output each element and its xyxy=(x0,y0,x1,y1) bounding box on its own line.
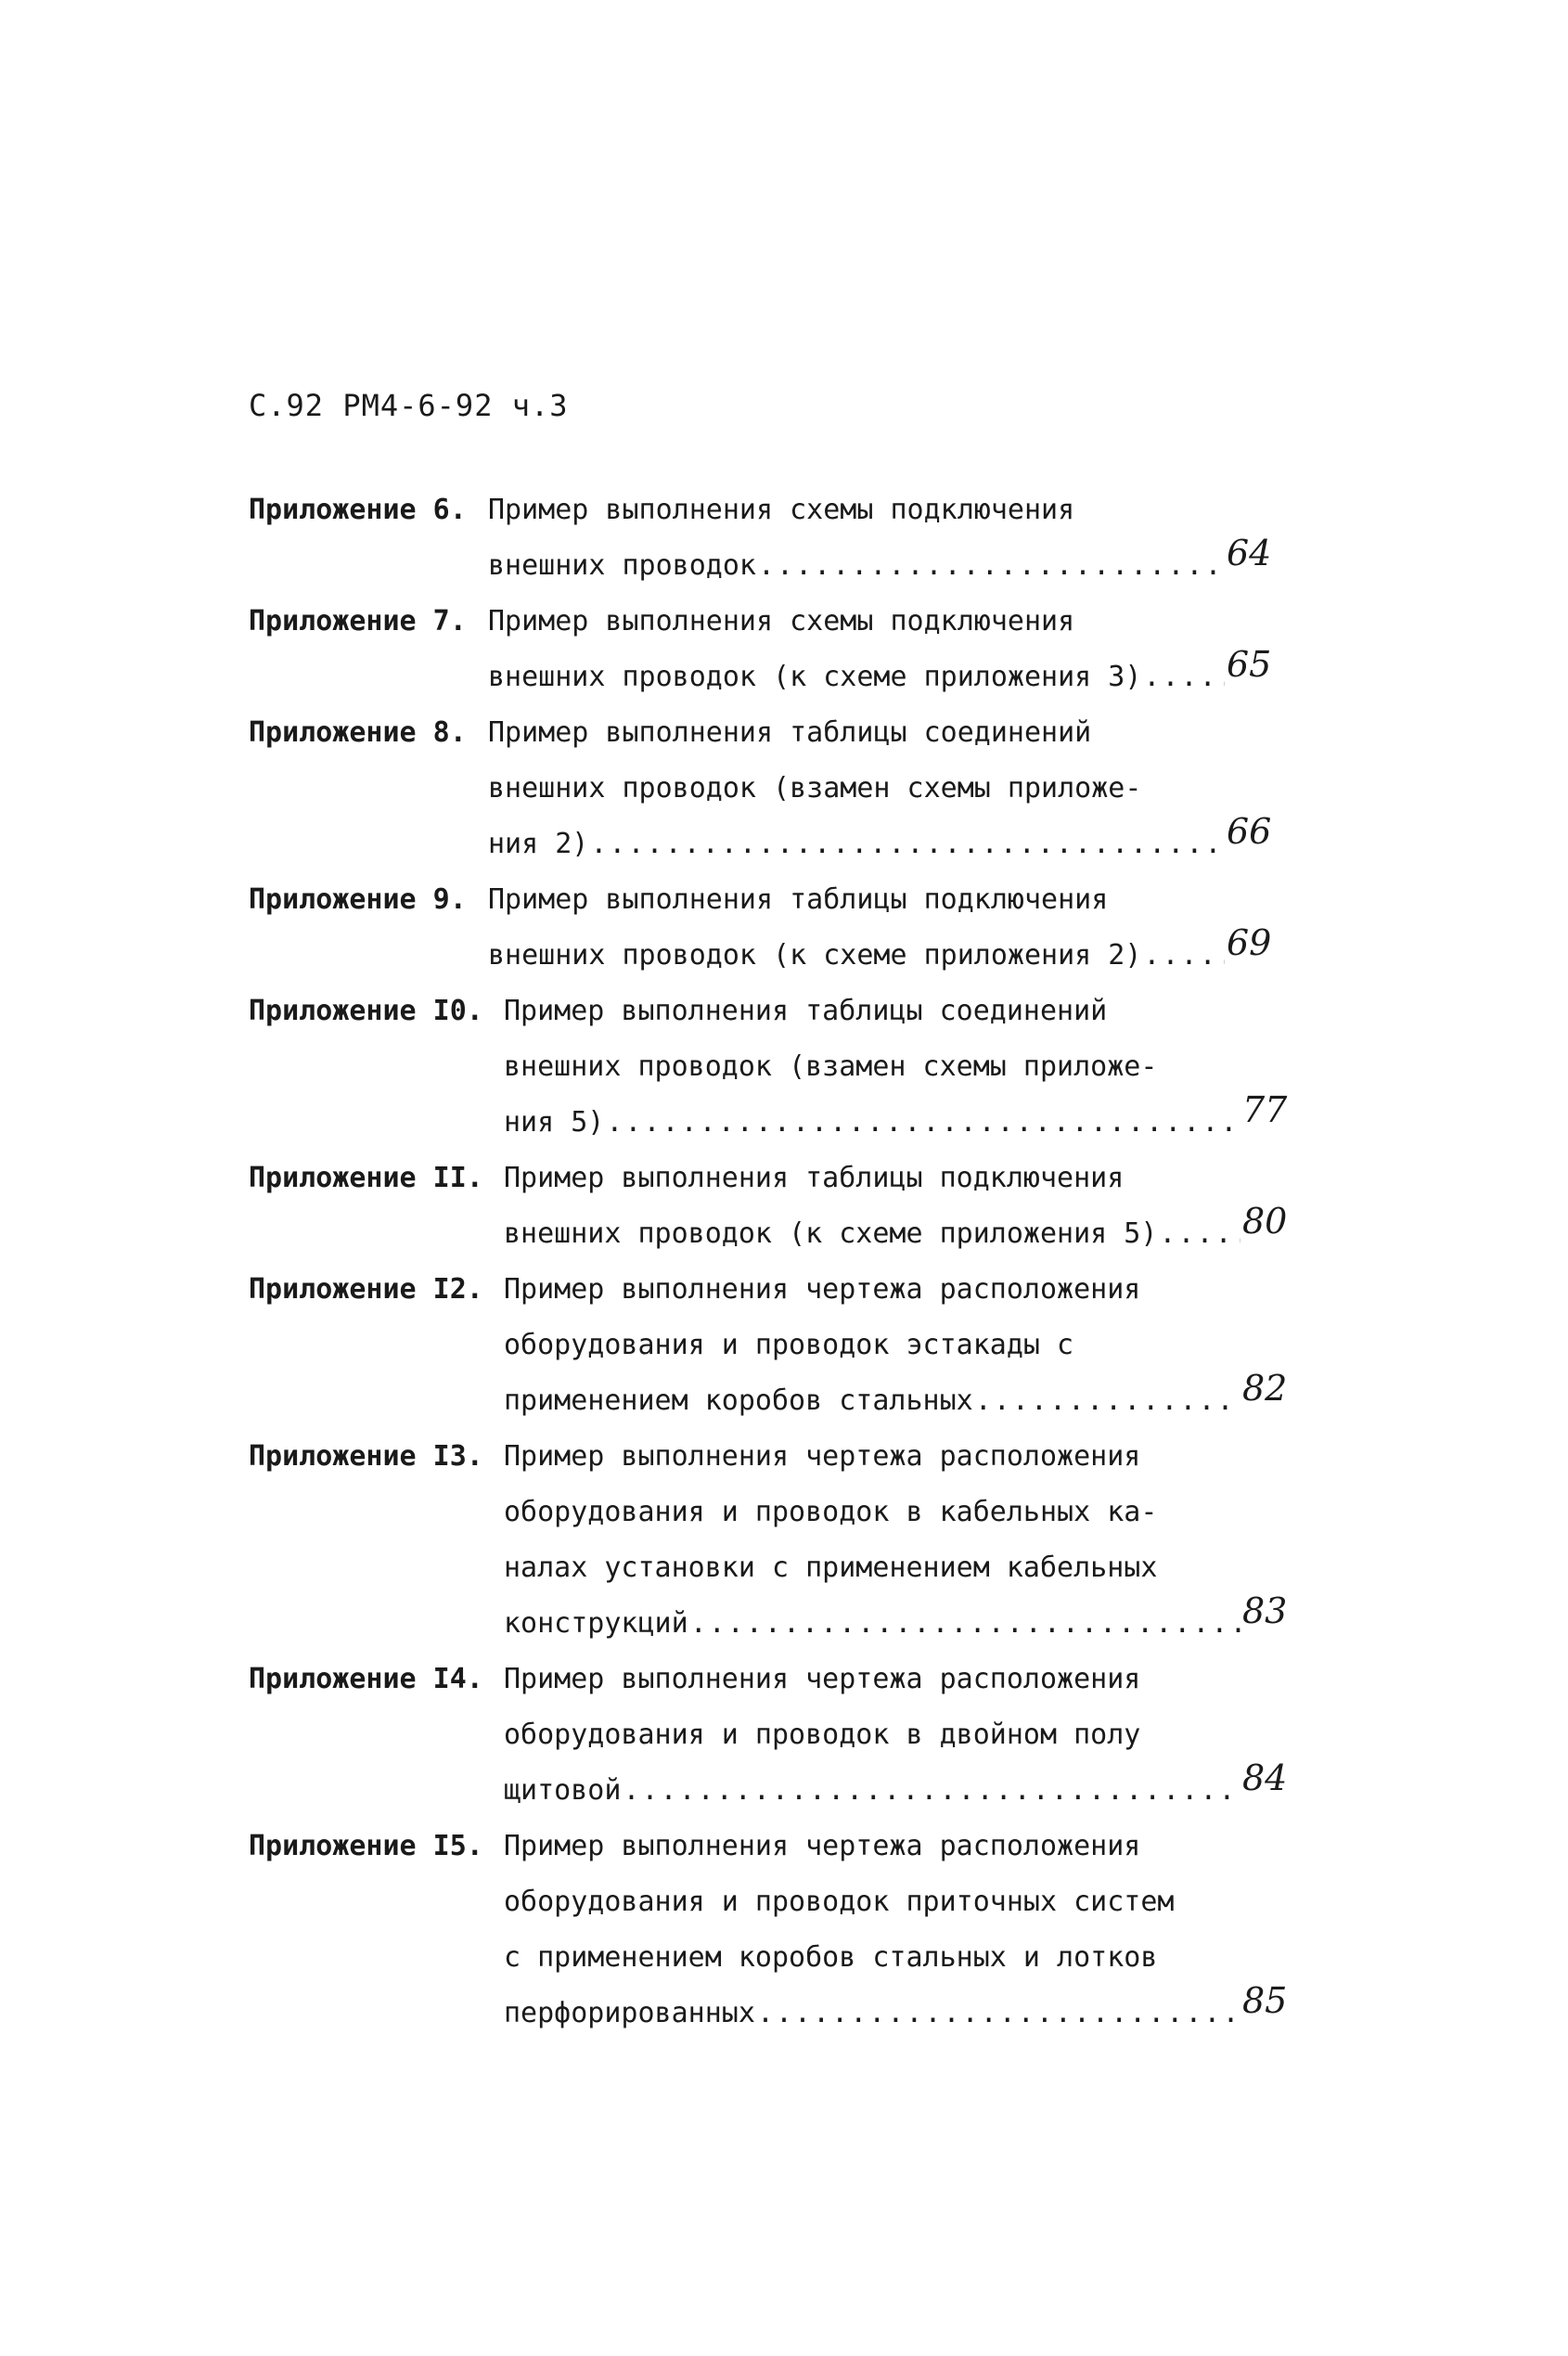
toc-entry-10 xyxy=(249,984,1316,1151)
entry-text-line: Пример выполнения таблицы подключения xyxy=(488,883,1109,916)
entry-text-line: Пример выполнения таблицы соединений xyxy=(504,995,1108,1027)
entry-text-line: Пример выполнения таблицы подключения xyxy=(504,1162,1125,1194)
leader-dots xyxy=(606,1095,1240,1151)
leader-dots xyxy=(758,538,1225,594)
entry-text-line: Пример выполнения чертежа расположения xyxy=(504,1273,1141,1306)
toc-entry-7 xyxy=(249,594,1316,705)
page-number: 66 xyxy=(1227,811,1272,852)
toc-entry-14 xyxy=(249,1652,1316,1819)
page-number: 85 xyxy=(1242,1980,1288,2021)
entry-text-last: внешних проводок (к схеме приложения 2) xyxy=(488,939,1142,972)
toc-entry-8 xyxy=(249,705,1316,872)
entry-text-last: внешних проводок (к схеме приложения 5) xyxy=(504,1217,1158,1250)
entry-text-line: Пример выполнения чертежа расположения xyxy=(504,1663,1141,1695)
entry-text-line: Пример выполнения чертежа расположения xyxy=(504,1830,1141,1862)
entry-text-line: налах установки с применением кабельных xyxy=(504,1551,1158,1584)
leader-dots xyxy=(1143,650,1225,705)
entry-text-last: ния 5) xyxy=(504,1106,605,1139)
entry-label: Приложение I3. xyxy=(249,1440,483,1473)
entry-text-line: оборудования и проводок эстакады с xyxy=(504,1329,1074,1361)
page-number: 82 xyxy=(1242,1368,1288,1409)
entry-text-last: щитовой xyxy=(504,1774,622,1807)
entry-label: Приложение 7. xyxy=(249,605,467,637)
page-number: 80 xyxy=(1242,1201,1288,1242)
entry-text-last: конструкций xyxy=(504,1607,688,1640)
toc-entry-9 xyxy=(249,872,1316,984)
entry-label: Приложение I4. xyxy=(249,1663,483,1695)
entry-label: Приложение I0. xyxy=(249,995,483,1027)
entry-text-line: оборудования и проводок в двойном полу xyxy=(504,1719,1141,1751)
page-number: 83 xyxy=(1242,1590,1288,1631)
page-number: 64 xyxy=(1227,533,1272,573)
toc-entry-13 xyxy=(249,1429,1316,1652)
entry-text-last: внешних проводок xyxy=(488,549,756,582)
page-header: С.92 РМ4-6-92 ч.3 xyxy=(249,388,569,423)
entry-label: Приложение I5. xyxy=(249,1830,483,1862)
page-number: 69 xyxy=(1227,922,1272,963)
table-of-contents xyxy=(249,483,1316,2041)
entry-text-line: Пример выполнения таблицы соединений xyxy=(488,716,1092,749)
entry-text-line: с применением коробов стальных и лотков xyxy=(504,1941,1158,1974)
leader-dots xyxy=(690,1596,1240,1652)
leader-dots xyxy=(623,1763,1240,1819)
entry-text-line: оборудования и проводок в кабельных ка- xyxy=(504,1496,1158,1528)
page-number: 65 xyxy=(1227,644,1272,685)
page-number: 77 xyxy=(1242,1089,1288,1130)
entry-text-line: внешних проводок (взамен схемы приложе- xyxy=(488,772,1142,805)
toc-entry-11 xyxy=(249,1151,1316,1262)
leader-dots xyxy=(1159,1206,1240,1262)
entry-text-last: ния 2) xyxy=(488,828,589,860)
entry-label: Приложение 6. xyxy=(249,494,467,526)
toc-entry-12 xyxy=(249,1262,1316,1429)
leader-dots xyxy=(975,1373,1240,1429)
entry-text-line: оборудования и проводок приточных систем xyxy=(504,1886,1175,1918)
leader-dots xyxy=(590,817,1225,872)
toc-entry-6 xyxy=(249,483,1316,594)
toc-entry-15 xyxy=(249,1819,1316,2041)
entry-label: Приложение 8. xyxy=(249,716,467,749)
leader-dots xyxy=(1143,928,1225,984)
entry-text-line: Пример выполнения схемы подключения xyxy=(488,494,1075,526)
entry-text-last: внешних проводок (к схеме приложения 3) xyxy=(488,661,1142,693)
entry-text-line: Пример выполнения схемы подключения xyxy=(488,605,1075,637)
entry-text-line: Пример выполнения чертежа расположения xyxy=(504,1440,1141,1473)
entry-label: Приложение I2. xyxy=(249,1273,483,1306)
page-number: 84 xyxy=(1242,1757,1288,1798)
entry-text-line: внешних проводок (взамен схемы приложе- xyxy=(504,1050,1158,1083)
entry-label: Приложение 9. xyxy=(249,883,467,916)
entry-text-last: применением коробов стальных xyxy=(504,1384,973,1417)
entry-label: Приложение II. xyxy=(249,1162,483,1194)
leader-dots xyxy=(757,1986,1240,2041)
entry-text-last: перфорированных xyxy=(504,1997,755,2029)
